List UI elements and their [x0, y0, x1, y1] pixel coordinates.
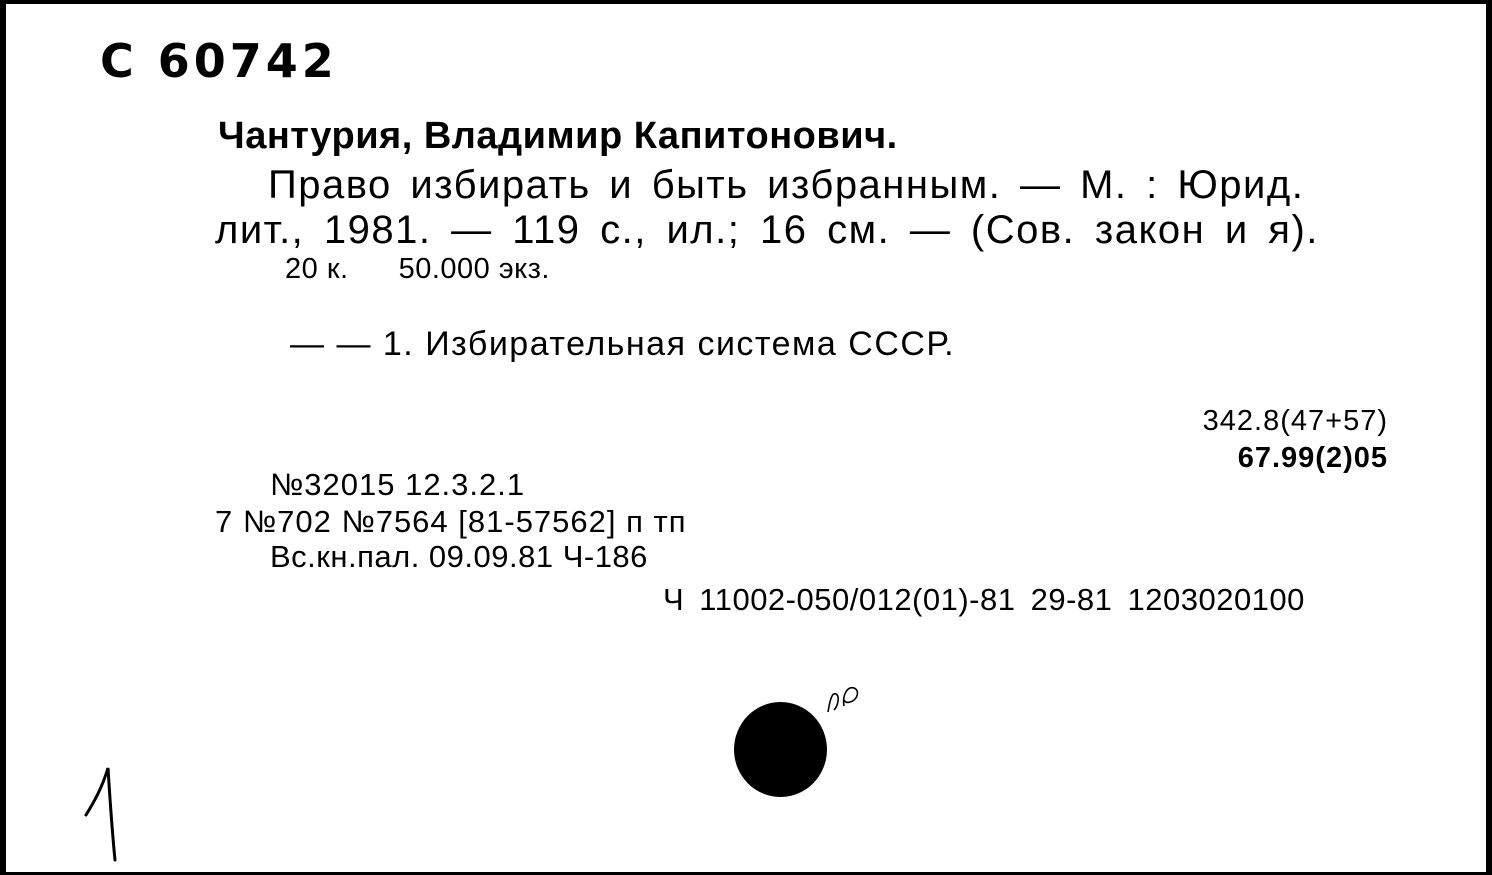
card-border-top [0, 0, 1492, 4]
price-copies-line [285, 255, 550, 284]
title-statement-line-1: Право избирать и быть избранным. — М. : Юрид. [268, 163, 1305, 207]
card-border-left [0, 0, 6, 875]
handwritten-one [80, 760, 130, 865]
title-statement-line-2: лит., 1981. — 119 с., ил.; 16 см. — (Сов. закон и я). [215, 208, 1319, 252]
bbk-classification: 67.99(2)05 [1237, 442, 1388, 474]
card-border-right [1486, 0, 1492, 875]
author-heading: Чантурия, Владимир Капитонович. [218, 115, 898, 157]
subject-tracing: — — 1. Избирательная система СССР. [290, 325, 956, 363]
publication-code-line: Ч 11002-050/012(01)-81 29-81 1203020100 [663, 582, 1305, 617]
call-number: С 60742 [100, 34, 338, 88]
udc-classification: 342.8(47+57) [1202, 405, 1388, 437]
price: 20 к. [285, 253, 349, 285]
punch-hole [734, 702, 827, 797]
book-chamber-line: Вс.кн.пал. 09.09.81 Ч-186 [270, 539, 648, 574]
handwritten-mark [820, 680, 870, 720]
order-line: 7 №702 №7564 [81-57562] п тп [215, 504, 687, 539]
record-number: №32015 12.3.2.1 [270, 467, 526, 502]
copies: 50.000 экз. [398, 253, 550, 285]
